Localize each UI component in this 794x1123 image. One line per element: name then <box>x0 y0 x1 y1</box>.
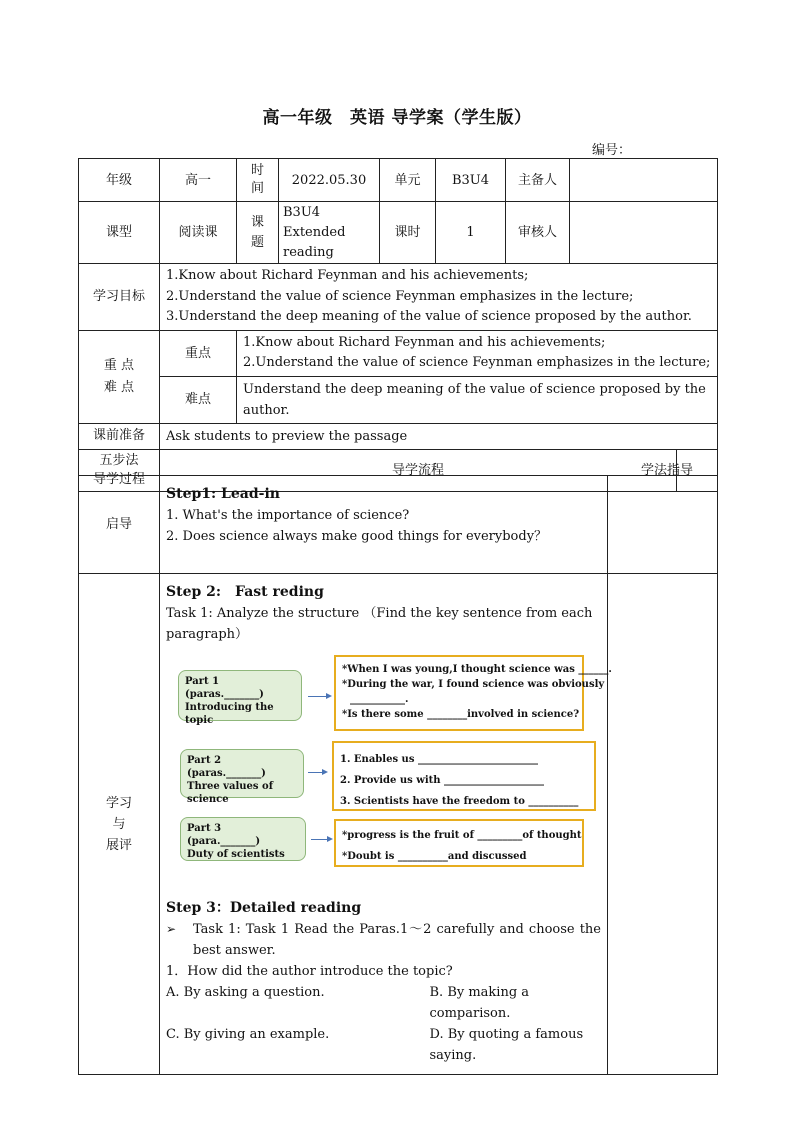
difficult-points-text: Understand the deep meaning of the value of science proposed by the author. <box>237 376 718 423</box>
option-item[interactable]: A. By asking a question. <box>166 985 325 1000</box>
type-label: 课型 <box>79 202 160 264</box>
unit-value: B3U4 <box>436 159 506 202</box>
part3-answer-box: *progress is the fruit of _________of thought *Doubt is __________and discussed <box>334 819 584 867</box>
page-title: 高一年级 英语 导学案（学生版） <box>262 108 532 128</box>
goals-label: 学习目标 <box>79 264 160 331</box>
time-label: 时间 <box>237 159 279 202</box>
step1-title: Step1: Lead-in <box>166 486 280 502</box>
grade-value: 高一 <box>160 159 237 202</box>
topic-label: 课题 <box>237 202 279 264</box>
step2-content <box>160 574 612 1075</box>
preparer-label: 主备人 <box>506 159 570 202</box>
step1-guidance <box>608 476 718 574</box>
step2-guidance <box>608 574 718 1075</box>
period-label: 课时 <box>380 202 436 264</box>
prep-label: 课前准备 <box>79 423 160 449</box>
option-item[interactable]: D. By quoting a famous saying. <box>429 1027 584 1063</box>
part1-box: Part 1 (paras._______) Introducing the topic <box>178 670 302 721</box>
step3-task: ➢ Task 1: Task 1 Read the Paras.1～2 carefully and choose the best answer. <box>166 919 601 961</box>
topic-value: B3U4 Extended reading <box>279 202 380 264</box>
goal-item: 2.Understand the value of science Feynman emphasizes in the lecture; <box>166 288 634 304</box>
step3-options <box>166 982 601 1066</box>
goal-item: 1.Know about Richard Feynman and his achievements; <box>166 268 529 283</box>
process-header-flow: 导学流程 <box>160 449 677 491</box>
process-header-guidance: 学法指导 <box>677 449 718 491</box>
goals-list <box>160 264 718 331</box>
option-item[interactable]: B. By making a comparison. <box>429 985 530 1021</box>
process-table <box>78 475 718 1075</box>
part2-box: Part 2 (paras._______) Three values of science <box>180 749 304 798</box>
step1-question: 1. What's the importance of science? <box>166 508 410 523</box>
option-item[interactable]: C. By giving an example. <box>166 1027 330 1042</box>
key-point-item: 1.Know about Richard Feynman and his achievements; <box>243 334 606 350</box>
step2-title: Step 2: Fast reding <box>166 584 324 600</box>
key-points-label: 重点 <box>160 330 237 376</box>
type-value: 阅读课 <box>160 202 237 264</box>
reviewer-value <box>570 202 718 264</box>
unit-label: 单元 <box>380 159 436 202</box>
arrow-icon <box>308 772 326 773</box>
prep-text: Ask students to preview the passage <box>160 423 718 449</box>
step3-title: Step 3：Detailed reading <box>166 900 362 916</box>
key-point-item: 2.Understand the value of science Feynman emphasizes in the lecture; <box>243 355 711 370</box>
step1-content <box>160 476 608 574</box>
time-value: 2022.05.30 <box>279 159 380 202</box>
process-header-steps: 五步法 导学过程 <box>79 449 160 491</box>
step3-question: 1．How did the author introduce the topic? <box>166 964 453 979</box>
grade-label: 年级 <box>79 159 160 202</box>
step2-task: Task 1: Analyze the structure （Find the key sentence from each paragraph） <box>166 606 593 642</box>
part2-answer-box: 1. Enables us ________________________ 2. Provide us with ____________________ 3. Scientists have the freedom to __________ <box>332 741 596 811</box>
preparer-value <box>570 159 718 202</box>
document-number-label: 编号： <box>592 143 632 158</box>
structure-diagram <box>166 655 612 883</box>
arrow-bullet-icon: ➢ <box>166 922 177 936</box>
part3-box: Part 3 (para._______) Duty of scientists <box>180 817 306 861</box>
goal-item: 3.Understand the deep meaning of the value of science proposed by the author. <box>166 309 692 324</box>
reviewer-label: 审核人 <box>506 202 570 264</box>
step1-question: 2. Does science always make good things for everybody？ <box>166 529 548 544</box>
step1-label: 启导 <box>79 476 160 574</box>
part1-answer-box: *When I was young,I thought science was ______. *During the war, I found science was obviously ___________. *Is there some ________involved in science? <box>334 655 584 731</box>
step2-label: 学习 与 展评 <box>79 574 160 1075</box>
study-guide-table <box>78 158 718 492</box>
arrow-icon <box>311 839 331 840</box>
arrow-icon <box>308 696 330 697</box>
difficult-points-label: 难点 <box>160 376 237 423</box>
key-points-list <box>237 330 718 376</box>
period-value: 1 <box>436 202 506 264</box>
focus-label: 重 点 难 点 <box>79 330 160 423</box>
